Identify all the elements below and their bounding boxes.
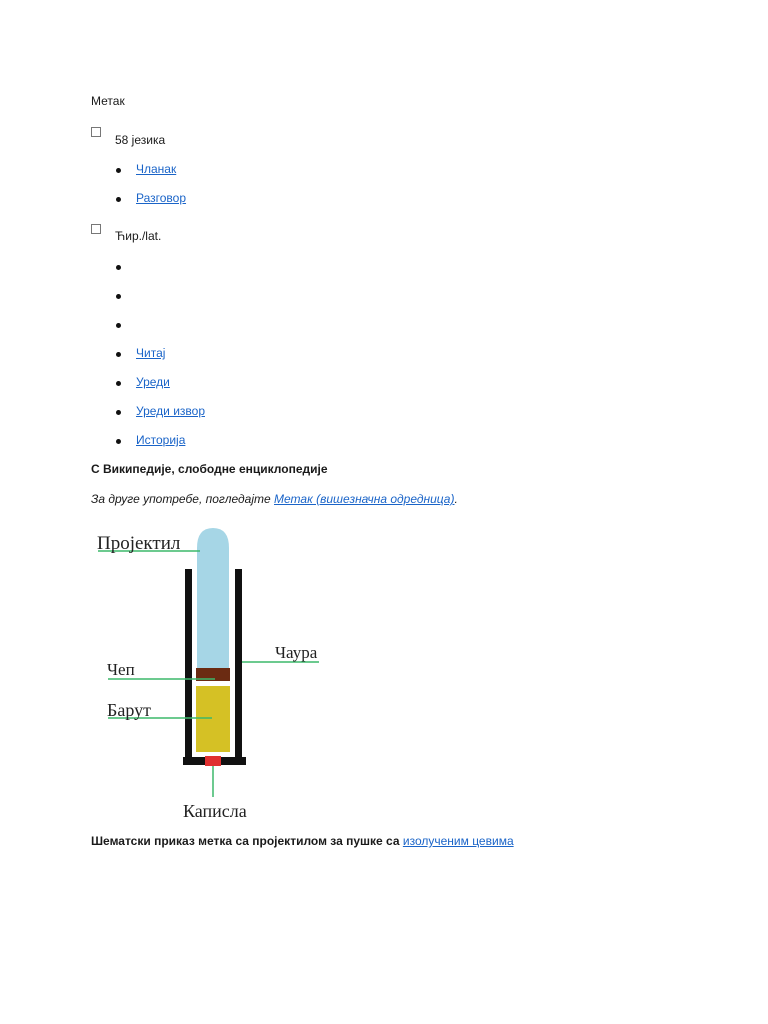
bullet-icon bbox=[116, 323, 121, 328]
powder-shape bbox=[196, 686, 230, 752]
hatnote-prefix: За друге употребе, погледајте bbox=[91, 492, 274, 506]
tab-article[interactable]: Чланак bbox=[136, 162, 177, 176]
cartridge-diagram bbox=[90, 520, 340, 825]
bullet-icon bbox=[116, 439, 121, 444]
script-toggle-checkbox[interactable] bbox=[91, 224, 101, 234]
hatnote bbox=[91, 492, 458, 506]
case-right-wall bbox=[235, 569, 242, 758]
hatnote-suffix: . bbox=[454, 492, 458, 506]
label-powder: Барут bbox=[107, 700, 151, 720]
bullet-icon bbox=[116, 265, 121, 270]
label-projectile: Пројектил bbox=[97, 533, 181, 554]
primer-shape bbox=[205, 756, 221, 766]
languages-label: 58 језика bbox=[115, 133, 166, 147]
label-primer: Каписла bbox=[183, 801, 247, 821]
bullet-icon bbox=[116, 197, 121, 202]
label-case: Чаура bbox=[275, 643, 318, 662]
action-history[interactable]: Историја bbox=[136, 433, 186, 447]
action-edit[interactable]: Уреди bbox=[136, 375, 170, 389]
bullet-icon bbox=[116, 352, 121, 357]
languages-checkbox[interactable] bbox=[91, 127, 101, 137]
caption-text: Шематски приказ метка са пројектилом за пушке са bbox=[91, 834, 403, 848]
case-left-wall bbox=[185, 569, 192, 758]
hatnote-link[interactable]: Метак (вишезначна одредница) bbox=[274, 492, 455, 506]
image-caption bbox=[91, 834, 514, 848]
projectile-shape bbox=[197, 528, 229, 668]
script-toggle-label: Ћир./lat. bbox=[115, 229, 162, 243]
action-edit-source[interactable]: Уреди извор bbox=[136, 404, 205, 418]
caption-link[interactable]: изолученим цевима bbox=[402, 834, 514, 848]
bullet-icon bbox=[116, 168, 121, 173]
bullet-icon bbox=[116, 381, 121, 386]
site-subtitle: С Википедије, слободне енциклопедије bbox=[91, 462, 328, 476]
bullet-icon bbox=[116, 294, 121, 299]
label-wad: Чеп bbox=[107, 660, 135, 679]
action-read[interactable]: Читај bbox=[136, 346, 166, 360]
bullet-icon bbox=[116, 410, 121, 415]
tab-talk[interactable]: Разговор bbox=[136, 191, 187, 205]
page-title: Метак bbox=[91, 94, 125, 108]
